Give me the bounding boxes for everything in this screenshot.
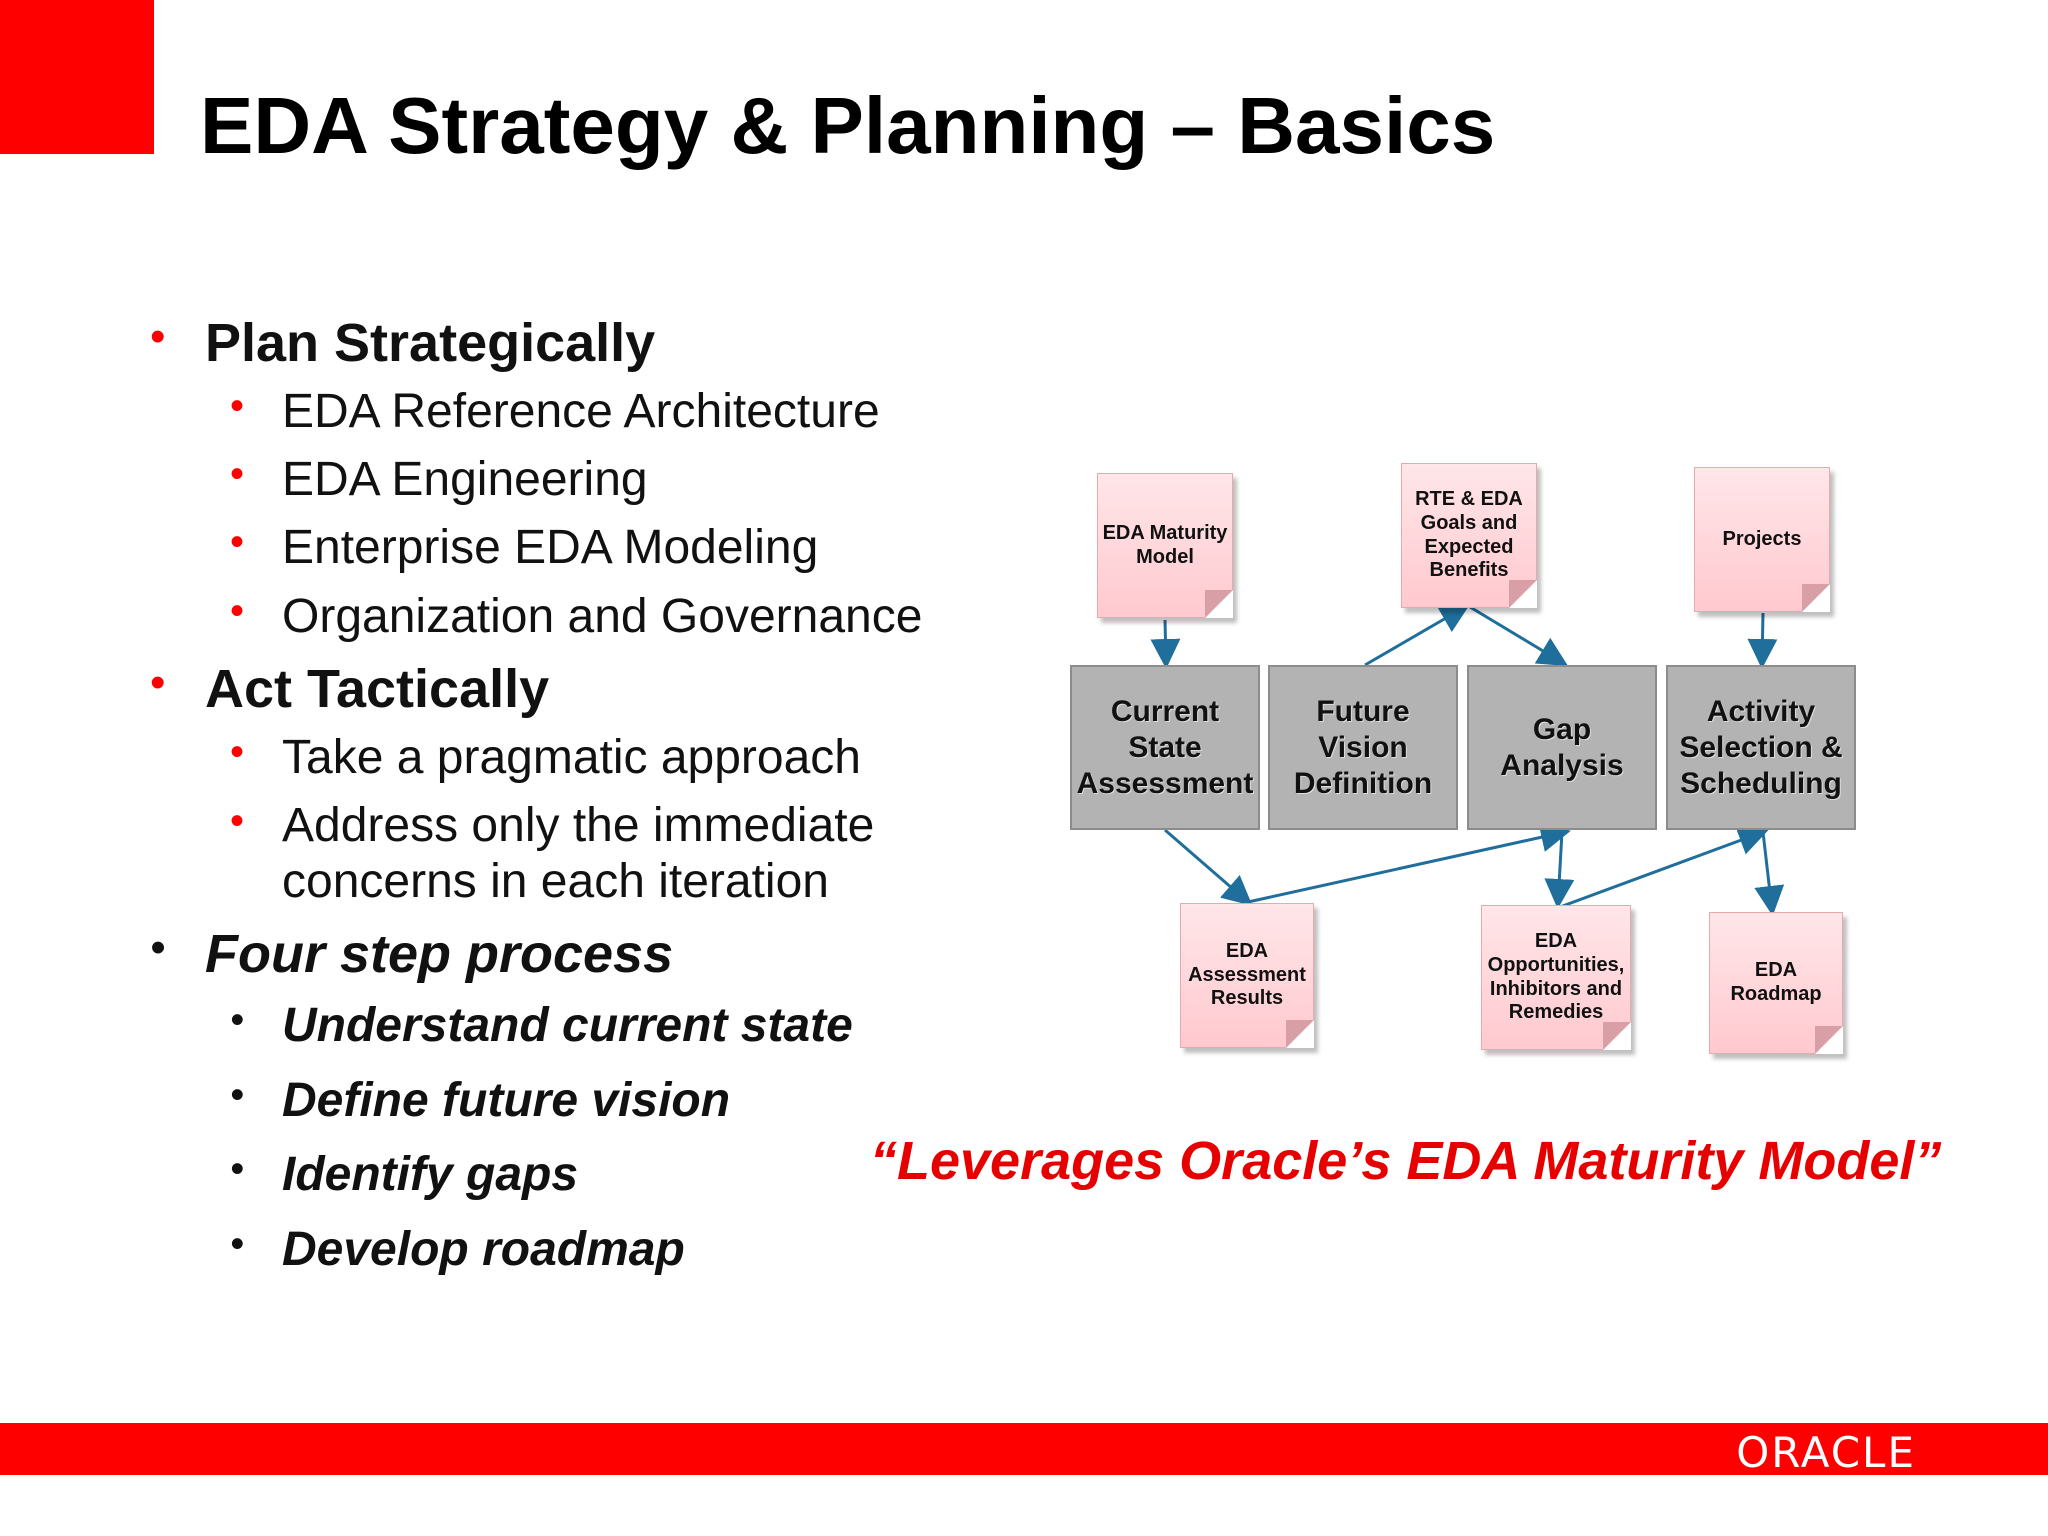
sub-bullet-text: Understand current state (282, 999, 853, 1053)
process-diagram (1060, 455, 1870, 1075)
bullet-dot: • (230, 998, 245, 1043)
step-activity-selection-scheduling: Activity Selection & Scheduling (1666, 665, 1856, 830)
sub-bullet-text: Identify gaps (282, 1148, 579, 1202)
arrow-current-to-results (1165, 830, 1248, 902)
note-eda-opportunities: EDA Opportunities, Inhibitors and Remedies (1481, 905, 1631, 1050)
bullet-four-step-process (150, 920, 1030, 989)
bullet-dot: • (230, 729, 245, 774)
bullet-dot: • (230, 799, 245, 843)
bullet-act-tactically (150, 655, 1030, 724)
sub-bullet-text: Enterprise EDA Modeling (282, 521, 819, 575)
sub-bullet-text: Organization and Governance (282, 589, 923, 643)
bullet-dot: • (150, 657, 166, 707)
arrow-opportunities-to-activity (1560, 832, 1763, 907)
sub-bullet-text: EDA Engineering (282, 453, 648, 507)
oracle-logo: ORACLE (1736, 1428, 1916, 1477)
step-gap-analysis: Gap Analysis (1467, 665, 1657, 830)
sub-bullet (150, 514, 1030, 582)
bullet-dot: • (230, 520, 245, 565)
bullet-plan-strategically (150, 309, 1030, 378)
bullet-dot: • (230, 452, 245, 497)
sub-bullet-text: Address only the immediate concerns in each iteration (282, 799, 875, 909)
bullet-dot: • (150, 923, 166, 973)
step-current-state-assessment: Current State Assessment (1070, 665, 1260, 830)
arrow-projects-to-activity (1762, 613, 1763, 663)
sub-bullet (150, 1213, 1030, 1287)
arrow-goals-to-gap (1470, 607, 1563, 663)
bullet-dot: • (150, 312, 166, 361)
bullet-dot: • (230, 1072, 245, 1117)
sub-bullet (150, 798, 1030, 910)
step-future-vision-definition: Future Vision Definition (1268, 665, 1458, 830)
quote-text: “Leverages Oracle’s EDA Maturity Model” (870, 1131, 1942, 1191)
note-eda-maturity-model: EDA Maturity Model (1097, 473, 1233, 618)
sub-bullet (150, 583, 1030, 651)
sub-bullet (150, 378, 1030, 446)
sub-bullet-text: Develop roadmap (282, 1222, 685, 1276)
arrow-maturity-to-current (1165, 620, 1166, 663)
bullet-dot: • (230, 1221, 245, 1266)
sub-bullet-text: EDA Reference Architecture (282, 385, 880, 439)
bullet-dot: • (230, 588, 245, 633)
sub-bullet (150, 989, 1030, 1063)
note-eda-assessment-results: EDA Assessment Results (1180, 903, 1314, 1048)
arrow-gap-to-opportunities (1558, 832, 1562, 903)
sub-bullet-text: Define future vision (282, 1073, 731, 1127)
bullet-heading: Four step process (205, 924, 674, 985)
corner-accent-block (0, 0, 154, 154)
note-rte-goals-benefits: RTE & EDA Goals and Expected Benefits (1401, 463, 1537, 608)
sub-bullet-text: Take a pragmatic approach (282, 730, 861, 784)
arrow-results-to-gap (1248, 832, 1565, 902)
slide-title: EDA Strategy & Planning – Basics (200, 81, 1496, 170)
sub-bullet (150, 446, 1030, 514)
arrow-future-to-goals (1365, 607, 1465, 665)
bullet-heading: Act Tactically (205, 658, 550, 719)
sub-bullet (150, 724, 1030, 792)
bullet-dot: • (230, 1147, 245, 1192)
note-eda-roadmap: EDA Roadmap (1709, 912, 1843, 1054)
arrow-activity-to-roadmap (1763, 832, 1772, 910)
bullet-heading: Plan Strategically (205, 313, 656, 373)
bullet-dot: • (230, 384, 245, 429)
note-projects: Projects (1694, 467, 1830, 612)
sub-bullet (150, 1064, 1030, 1138)
